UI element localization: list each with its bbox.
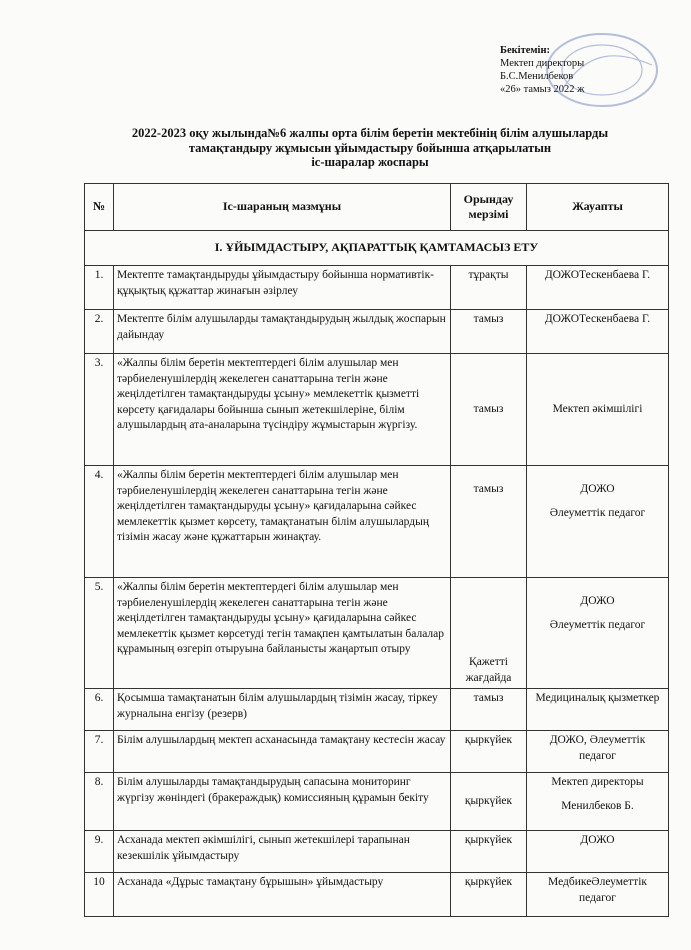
row-num: 1. — [85, 266, 114, 310]
approval-director: Мектеп директоры — [500, 58, 585, 69]
row-num: 6. — [85, 689, 114, 731]
row-term: тамыз — [451, 354, 527, 466]
table-row — [85, 731, 669, 773]
responsible-line-1: ДОЖО — [580, 483, 615, 495]
row-num: 9. — [85, 831, 114, 873]
header-responsible: Жауапты — [527, 184, 669, 231]
row-responsible: ДОЖО — [527, 831, 669, 873]
row-responsible: ДОЖОТескенбаева Г. — [527, 266, 669, 310]
approval-date: «26» тамыз 2022 ж — [500, 84, 585, 95]
section-row — [85, 231, 669, 266]
row-responsible-cell — [527, 466, 669, 578]
responsible-line-2: Әлеуметтік педагог — [549, 506, 646, 519]
row-num: 2. — [85, 310, 114, 354]
title-line-3: іс-шаралар жоспары — [311, 155, 429, 169]
row-num: 4. — [85, 466, 114, 578]
row-responsible: Мектеп әкімшілігі — [527, 354, 669, 466]
row-content: «Жалпы білім беретін мектептердегі білім алушылар мен тәрбиеленушілердің жекелеген санаттарына тегін және жеңілдетілген тамақтандыруды ұсыну» мемлекеттік қызметті көрсету қағидалары бойынша сынып жетекшілеріне, білім алушылардың ата-аналарына түсіндіру жұмыстарын жүргізу. — [114, 354, 451, 466]
row-content: Білім алушылардың мектеп асханасында тамақтану кестесін жасау — [114, 731, 451, 773]
row-content: Асханада мектеп әкімшілігі, сынып жетекшілері тарапынан кезекшілік ұйымдастыру — [114, 831, 451, 873]
row-term: тамыз — [451, 466, 527, 578]
title-line-1: 2022-2023 оқу жылында№6 жалпы орта білім беретін мектебінің білім алушыларды — [131, 126, 609, 140]
row-term: қыркүйек — [451, 831, 527, 873]
row-num: 7. — [85, 731, 114, 773]
responsible-line-1: ДОЖО — [580, 595, 615, 607]
approval-heading: Бекітемін: — [500, 45, 551, 56]
row-num: 3. — [85, 354, 114, 466]
table-row — [85, 689, 669, 731]
row-term: қыркүйек — [451, 773, 527, 831]
row-responsible-cell — [527, 578, 669, 689]
responsible-line-1: Мектеп директоры — [551, 776, 644, 788]
row-responsible: МедбикеӘлеуметтік педагог — [527, 873, 669, 917]
section-title: І. ҰЙЫМДАСТЫРУ, АҚПАРАТТЫҚ ҚАМТАМАСЫЗ ЕТУ — [85, 231, 669, 266]
row-responsible: ДОЖО, Әлеуметтік педагог — [527, 731, 669, 773]
table-row — [85, 873, 669, 917]
table-row — [85, 831, 669, 873]
table-row — [85, 466, 669, 578]
table-row — [85, 773, 669, 831]
row-content: «Жалпы білім беретін мектептердегі білім алушылар мен тәрбиеленушілердің жекелеген санаттарына тегін және жеңілдетілген тамақтандыруды ұсыну» қағидаларына сәйкес мемлекеттік қызмет көрсету, тамақтанатын білім алушылардың тізімін жасау және құжаттарын жинақтау. — [114, 466, 451, 578]
row-content: Қосымша тамақтанатын білім алушылардың тізімін жасау, тіркеу журналына енгізу (резерв) — [114, 689, 451, 731]
row-content: «Жалпы білім беретін мектептердегі білім алушылар мен тәрбиеленушілердің жекелеген санаттарына тегін және жеңілдетілген тамақтандыруды ұсыну» қағидаларына сәйкес мемлекеттік қызмет көрсетуді тегін тамақпен қамтылатын балалар құрамының өзгеріп отыруына байланысты жаңартып отыру — [114, 578, 451, 689]
header-content: Іс-шараның мазмұны — [114, 184, 451, 231]
responsible-line-2: Менилбеков Б. — [561, 799, 634, 812]
approval-name: Б.С.Менилбеков — [500, 71, 574, 82]
row-term: қыркүйек — [451, 731, 527, 773]
table-row — [85, 310, 669, 354]
title-line-2: тамақтандыру жұмысын ұйымдастыру бойынша атқарылатын — [188, 140, 552, 155]
responsible-line-2: Әлеуметтік педагог — [549, 618, 646, 631]
row-responsible: ДОЖОТескенбаева Г. — [527, 310, 669, 354]
row-responsible: Медициналық қызметкер — [527, 689, 669, 731]
row-term: тұрақты — [451, 266, 527, 310]
row-responsible-cell — [527, 773, 669, 831]
page-title — [100, 126, 640, 170]
row-num: 5. — [85, 578, 114, 689]
table-row — [85, 578, 669, 689]
stamp-seal — [542, 30, 662, 110]
row-term: тамыз — [451, 689, 527, 731]
table-header-row — [85, 184, 669, 231]
row-content: Білім алушыларды тамақтандырудың сапасына мониторинг жүргізу жөніндегі (бракераждық) комиссияның құрамын бекіту — [114, 773, 451, 831]
plan-table — [84, 183, 669, 917]
row-term: тамыз — [451, 310, 527, 354]
row-term: Қажетті жағдайда — [451, 578, 527, 689]
row-content: Мектепте білім алушыларды тамақтандырудың жылдық жоспарын дайындау — [114, 310, 451, 354]
header-num: № — [85, 184, 114, 231]
row-num: 8. — [85, 773, 114, 831]
header-term: Орындау мерзімі — [451, 184, 527, 231]
row-num: 10 — [85, 873, 114, 917]
table-row — [85, 266, 669, 310]
row-content: Асханада «Дұрыс тамақтану бұрышын» ұйымдастыру — [114, 873, 451, 917]
table-row — [85, 354, 669, 466]
row-term: қыркүйек — [451, 873, 527, 917]
row-content: Мектепте тамақтандыруды ұйымдастыру бойынша нормативтік-құқықтық құжаттар жинағын әзірлеу — [114, 266, 451, 310]
